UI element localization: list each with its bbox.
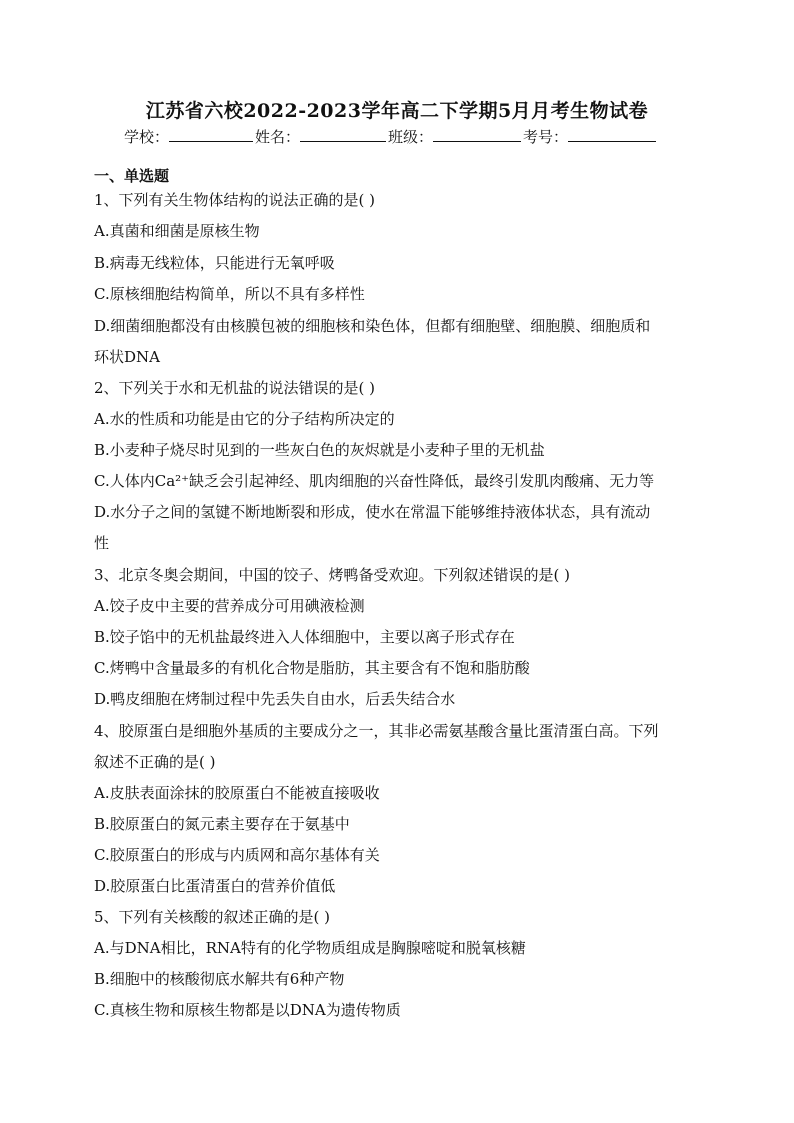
question-4-option-a: A.皮肤表面涂抹的胶原蛋白不能被直接吸收 xyxy=(94,784,380,802)
name-label: 姓名： xyxy=(255,128,301,146)
school-label: 学校： xyxy=(124,128,170,146)
question-5-stem: 5、下列有关核酸的叙述正确的是( ) xyxy=(94,908,331,926)
question-3-option-d: D.鸭皮细胞在烤制过程中先丢失自由水，后丢失结合水 xyxy=(94,690,456,708)
question-1-option-b: B.病毒无线粒体，只能进行无氧呼吸 xyxy=(94,254,335,272)
question-2-option-a: A.水的性质和功能是由它的分子结构所决定的 xyxy=(94,410,395,428)
exam-title: 江苏省六校2022-2023学年高二下学期5月月考生物试卷 xyxy=(145,100,649,122)
question-4-option-b: B.胶原蛋白的氮元素主要存在于氨基中 xyxy=(94,815,350,833)
name-blank[interactable] xyxy=(300,126,386,142)
question-2-option-b: B.小麦种子烧尽时见到的一些灰白色的灰烬就是小麦种子里的无机盐 xyxy=(94,441,545,459)
question-1-option-d: D.细菌细胞都没有由核膜包被的细胞核和染色体，但都有细胞壁、细胞膜、细胞质和 xyxy=(94,317,651,335)
question-5-option-b: B.细胞中的核酸彻底水解共有6种产物 xyxy=(94,970,345,988)
student-info-row xyxy=(124,126,684,147)
question-5-option-a: A.与DNA相比，RNA特有的化学物质组成是胸腺嘧啶和脱氧核糖 xyxy=(94,939,526,957)
question-1-stem: 1、下列有关生物体结构的说法正确的是( ) xyxy=(94,191,376,209)
question-1-option-d-cont: 环状DNA xyxy=(94,348,160,366)
question-4-option-d: D.胶原蛋白比蛋清蛋白的营养价值低 xyxy=(94,877,336,895)
question-1-option-c: C.原核细胞结构简单，所以不具有多样性 xyxy=(94,285,365,303)
school-blank[interactable] xyxy=(169,126,253,142)
section-heading: 一、单选题 xyxy=(94,167,170,185)
question-4-option-c: C.胶原蛋白的形成与内质网和高尔基体有关 xyxy=(94,846,380,864)
exam-number-blank[interactable] xyxy=(568,126,656,142)
class-label: 班级： xyxy=(388,128,434,146)
question-2-option-d-cont: 性 xyxy=(94,534,110,552)
exam-number-label: 考号： xyxy=(523,128,569,146)
question-2-stem: 2、下列关于水和无机盐的说法错误的是( ) xyxy=(94,379,376,397)
class-blank[interactable] xyxy=(433,126,521,142)
question-3-option-b: B.饺子馅中的无机盐最终进入人体细胞中，主要以离子形式存在 xyxy=(94,628,515,646)
question-5-option-c: C.真核生物和原核生物都是以DNA为遗传物质 xyxy=(94,1001,401,1019)
question-3-option-a: A.饺子皮中主要的营养成分可用碘液检测 xyxy=(94,597,365,615)
question-4-stem: 4、胶原蛋白是细胞外基质的主要成分之一，其非必需氨基酸含量比蛋清蛋白高。下列 xyxy=(94,722,659,740)
question-3-option-c: C.烤鸭中含量最多的有机化合物是脂肪，其主要含有不饱和脂肪酸 xyxy=(94,659,530,677)
question-3-stem: 3、北京冬奥会期间，中国的饺子、烤鸭备受欢迎。下列叙述错误的是( ) xyxy=(94,566,571,584)
question-2-option-c: C.人体内Ca²⁺缺乏会引起神经、肌肉细胞的兴奋性降低，最终引发肌肉酸痛、无力等 xyxy=(94,472,655,490)
question-4-stem-cont: 叙述不正确的是( ) xyxy=(94,753,216,771)
question-2-option-d: D.水分子之间的氢键不断地断裂和形成，使水在常温下能够维持液体状态，具有流动 xyxy=(94,503,651,521)
question-1-option-a: A.真菌和细菌是原核生物 xyxy=(94,222,260,240)
